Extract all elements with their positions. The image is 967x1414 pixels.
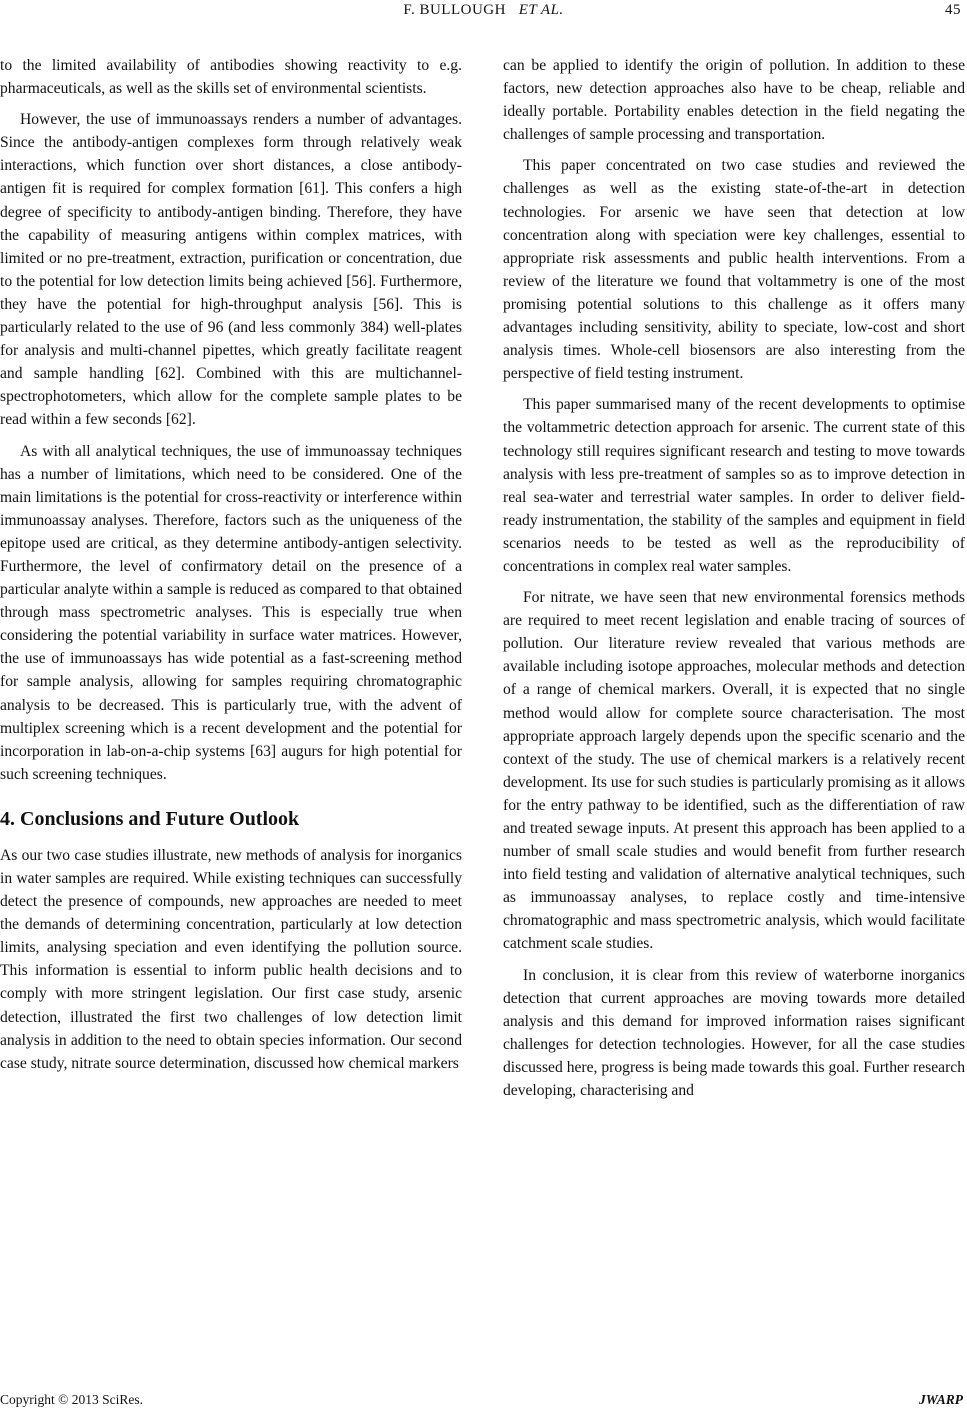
running-title	[0, 2, 967, 19]
section-heading: 4. Conclusions and Future Outlook	[0, 807, 300, 830]
paragraph: In conclusion, it is clear from this review of waterborne inorganics detection that current approaches are moving towards more detailed analysis and this demand for improved information raises significant challenges for detection technologies. However, for all the case studies discussed here, progress is being made towards this goal. Further research developing, characterising and	[503, 966, 965, 1100]
paragraph: This paper concentrated on two case studies and reviewed the challenges as well as the existing state-of-the-art in detection technologies. For arsenic we have seen that detection at low concentration along with speciation were key challenges, essential to appropriate risk assessments and public health interventions. From a review of the literature we found that voltammetry is one of the most promising potential solutions to this challenge as it offers many advantages including sensitivity, ability to speciate, low-cost and short analysis times. Whole-cell biosensors are also interesting from the perspective of field testing instrument.	[503, 157, 965, 383]
paragraph: As with all analytical techniques, the use of immunoassay techniques has a number of limitations, which need to be considered. One of the main limitations is the potential for cross-reactivity or interference within immunoassay analyses. Therefore, factors such as the uniqueness of the epitope used are critical, as they determine antibody-antigen selectivity. Furthermore, the level of confirmatory detail on the presence of a particular analyte within a sample is reduced as compared to that obtained through mass spectrometric analyses. This is especially true when considering the potential variability in surface water matrices. However, the use of immunoassays has wide potential as a fast-screening method for sample analysis, allowing for samples requiring chromatographic analysis to be decreased. This is particularly true, with the advent of multiplex screening which is a recent development and the potential for incorporation in lab-on-a-chip systems [63] augurs for high potential for such screening techniques.	[0, 442, 463, 783]
page-number: 45	[945, 2, 961, 18]
paragraph: can be applied to identify the origin of pollution. In addition to these factors, new detection approaches also have to be cheap, reliable and ideally portable. Portability enables detection in the field negating the challenges of sample processing and transportation.	[503, 57, 965, 144]
paragraph: This paper summarised many of the recent developments to optimise the voltammetric detection approach for arsenic. The current state of this technology still requires significant research and testing to move towards analysis with less pre-treatment of samples so as to improve detection in real sea-water and terrestrial water samples. In order to deliver field-ready instrumentation, the stability of the samples and equipment in field scenarios needs to be tested as well as the reproducibility of concentrations in complex real water samples.	[503, 396, 965, 575]
left-column	[0, 54, 462, 1083]
journal-name: JWARP	[918, 1392, 963, 1407]
paragraph: to the limited availability of antibodies showing reactivity to e.g. pharmaceuticals, as well as the skills set of environmental scientists.	[0, 57, 462, 98]
page-footer	[0, 1392, 967, 1412]
et-al: ET AL.	[518, 2, 564, 18]
paragraph: For nitrate, we have seen that new environmental forensics methods are required to meet recent legislation and enable tracing of sources of pollution. Our literature review revealed that various methods are available including isotope approaches, molecular methods and detection of a range of chemical markers. Overall, it is expected that no single method would allow for complete source characterisation. The most appropriate approach largely depends upon the specific scenario and the context of the study. The use of chemical markers is a relatively recent development. Its use for such studies is particularly promising as it allows for the entry pathway to be identified, such as the differentiation of raw and treated sewage inputs. At present this approach has been applied to a number of small scale studies and would benefit from further research into field testing and validation of alternative analytical techniques, such as immunoassay analyses, to replace costly and time-intensive chromatographic and mass spectrometric analysis, which would facilitate catchment scale studies.	[503, 589, 965, 953]
paragraph: As our two case studies illustrate, new methods of analysis for inorganics in water samples are required. While existing techniques can successfully detect the presence of compounds, new approaches are needed to meet the demands of determining concentration, particularly at low detection limits, analysing speciation and even identifying the pollution source. This information is essential to inform public health decisions and to comply with more stringent legislation. Our first case study, arsenic detection, illustrated the first two challenges of low detection limit analysis in addition to the need to obtain species information. Our second case study, nitrate source determination, discussed how chemical markers	[0, 846, 462, 1072]
paragraph: However, the use of immunoassays renders a number of advantages. Since the antibody-antigen complexes form through relatively weak interactions, which function over short distances, a close antibody-antigen fit is required for complex formation [61]. This confers a high degree of specificity to antibody-antigen binding. Therefore, they have the capability of measuring antigens within complex matrices, with limited or no pre-treatment, extraction, purification or concentration, due to the potential for low detection limits being achieved [56]. Furthermore, they have the potential for high-throughput analysis [56]. This is particularly related to the use of 96 (and less commonly 384) well-plates for analysis and multi-channel pipettes, which greatly facilitate reagent and sample handling [62]. Combined with this are multichannel-spectrophotometers, which allow for the complete sample plates to be read within a few seconds [62].	[0, 111, 462, 429]
copyright-notice: Copyright © 2013 SciRes.	[0, 1392, 144, 1407]
author-name: F. BULLOUGH	[403, 2, 506, 18]
right-column	[503, 54, 965, 1110]
page-header	[0, 0, 967, 26]
